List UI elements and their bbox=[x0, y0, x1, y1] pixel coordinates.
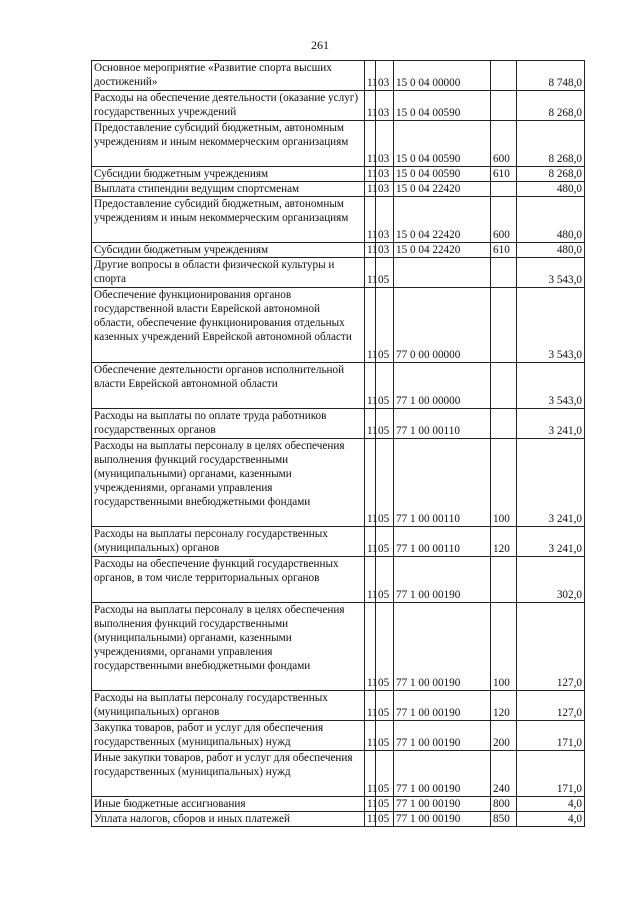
section-code-cell: 11 bbox=[365, 258, 376, 288]
section-code-cell: 11 bbox=[365, 243, 376, 258]
expense-name-cell: Расходы на обеспечение функций государственных органов, в том числе территориальных органов bbox=[92, 557, 365, 603]
expense-type-cell: 100 bbox=[491, 603, 517, 691]
subsection-code-cell: 03 bbox=[376, 91, 394, 121]
amount-cell: 171,0 bbox=[517, 721, 585, 751]
expense-type-cell: 600 bbox=[491, 197, 517, 243]
expense-type-cell bbox=[491, 409, 517, 439]
section-code-cell: 11 bbox=[365, 409, 376, 439]
target-article-cell: 77 1 00 00190 bbox=[394, 812, 491, 827]
expense-name-cell: Закупка товаров, работ и услуг для обеспечения государственных (муниципальных) нужд bbox=[92, 721, 365, 751]
subsection-code-cell: 05 bbox=[376, 288, 394, 363]
section-code-cell: 11 bbox=[365, 751, 376, 797]
target-article-cell: 77 0 00 00000 bbox=[394, 288, 491, 363]
expense-type-cell: 240 bbox=[491, 751, 517, 797]
table-row bbox=[92, 243, 585, 258]
amount-cell: 4,0 bbox=[517, 797, 585, 812]
expense-type-cell: 610 bbox=[491, 167, 517, 182]
table-row bbox=[92, 691, 585, 721]
subsection-code-cell: 05 bbox=[376, 797, 394, 812]
table-row bbox=[92, 167, 585, 182]
target-article-cell: 77 1 00 00190 bbox=[394, 691, 491, 721]
expense-type-cell bbox=[491, 258, 517, 288]
subsection-code-cell: 03 bbox=[376, 61, 394, 91]
expense-name-cell: Иные бюджетные ассигнования bbox=[92, 797, 365, 812]
expense-type-cell bbox=[491, 91, 517, 121]
expense-name-cell: Иные закупки товаров, работ и услуг для обеспечения государственных (муниципальных) нужд bbox=[92, 751, 365, 797]
table-row bbox=[92, 409, 585, 439]
page-number: 261 bbox=[311, 38, 329, 52]
expense-name-cell: Предоставление субсидий бюджетным, автономным учреждениям и иным некоммерческим организациям bbox=[92, 197, 365, 243]
target-article-cell: 77 1 00 00190 bbox=[394, 797, 491, 812]
expense-name-cell: Предоставление субсидий бюджетным, автономным учреждениям и иным некоммерческим организациям bbox=[92, 121, 365, 167]
amount-cell: 171,0 bbox=[517, 751, 585, 797]
section-code-cell: 11 bbox=[365, 527, 376, 557]
target-article-cell: 15 0 04 00590 bbox=[394, 91, 491, 121]
target-article-cell: 77 1 00 00190 bbox=[394, 751, 491, 797]
amount-cell: 3 543,0 bbox=[517, 258, 585, 288]
section-code-cell: 11 bbox=[365, 439, 376, 527]
amount-cell: 3 241,0 bbox=[517, 527, 585, 557]
subsection-code-cell: 03 bbox=[376, 167, 394, 182]
table-row bbox=[92, 527, 585, 557]
target-article-cell: 15 0 04 00590 bbox=[394, 121, 491, 167]
target-article-cell: 15 0 04 22420 bbox=[394, 243, 491, 258]
subsection-code-cell: 05 bbox=[376, 439, 394, 527]
amount-cell: 3 241,0 bbox=[517, 439, 585, 527]
budget-table-body bbox=[92, 61, 585, 827]
table-row bbox=[92, 797, 585, 812]
section-code-cell: 11 bbox=[365, 61, 376, 91]
expense-name-cell: Основное мероприятие «Развитие спорта высших достижений» bbox=[92, 61, 365, 91]
section-code-cell: 11 bbox=[365, 121, 376, 167]
section-code-cell: 11 bbox=[365, 288, 376, 363]
amount-cell: 8 268,0 bbox=[517, 167, 585, 182]
table-row bbox=[92, 439, 585, 527]
amount-cell: 8 268,0 bbox=[517, 121, 585, 167]
expense-name-cell: Субсидии бюджетным учреждениям bbox=[92, 243, 365, 258]
section-code-cell: 11 bbox=[365, 797, 376, 812]
expense-type-cell: 850 bbox=[491, 812, 517, 827]
expense-name-cell: Другие вопросы в области физической культуры и спорта bbox=[92, 258, 365, 288]
table-row bbox=[92, 121, 585, 167]
expense-name-cell: Выплата стипендии ведущим спортсменам bbox=[92, 182, 365, 197]
target-article-cell: 15 0 04 00590 bbox=[394, 167, 491, 182]
table-row bbox=[92, 91, 585, 121]
table-row bbox=[92, 288, 585, 363]
subsection-code-cell: 05 bbox=[376, 721, 394, 751]
subsection-code-cell: 05 bbox=[376, 409, 394, 439]
amount-cell: 3 543,0 bbox=[517, 363, 585, 409]
table-row bbox=[92, 751, 585, 797]
expense-name-cell: Расходы на выплаты персоналу в целях обеспечения выполнения функций государственными (муниципальными) органами, казенными учреждениями, органами управления государственными внебюджетными фондами bbox=[92, 603, 365, 691]
table-row bbox=[92, 258, 585, 288]
target-article-cell: 15 0 04 00000 bbox=[394, 61, 491, 91]
section-code-cell: 11 bbox=[365, 812, 376, 827]
subsection-code-cell: 05 bbox=[376, 363, 394, 409]
amount-cell: 3 543,0 bbox=[517, 288, 585, 363]
section-code-cell: 11 bbox=[365, 91, 376, 121]
expense-type-cell: 600 bbox=[491, 121, 517, 167]
expense-name-cell: Субсидии бюджетным учреждениям bbox=[92, 167, 365, 182]
expense-type-cell bbox=[491, 182, 517, 197]
expense-type-cell: 100 bbox=[491, 439, 517, 527]
expense-type-cell bbox=[491, 288, 517, 363]
amount-cell: 302,0 bbox=[517, 557, 585, 603]
subsection-code-cell: 05 bbox=[376, 751, 394, 797]
expense-name-cell: Расходы на выплаты персоналу государственных (муниципальных) органов bbox=[92, 527, 365, 557]
target-article-cell: 77 1 00 00190 bbox=[394, 557, 491, 603]
subsection-code-cell: 05 bbox=[376, 691, 394, 721]
amount-cell: 3 241,0 bbox=[517, 409, 585, 439]
subsection-code-cell: 05 bbox=[376, 557, 394, 603]
target-article-cell: 77 1 00 00190 bbox=[394, 603, 491, 691]
amount-cell: 127,0 bbox=[517, 691, 585, 721]
expense-type-cell bbox=[491, 61, 517, 91]
table-row bbox=[92, 557, 585, 603]
amount-cell: 8 268,0 bbox=[517, 91, 585, 121]
subsection-code-cell: 05 bbox=[376, 258, 394, 288]
table-row bbox=[92, 721, 585, 751]
expense-type-cell: 800 bbox=[491, 797, 517, 812]
amount-cell: 4,0 bbox=[517, 812, 585, 827]
target-article-cell: 77 1 00 00110 bbox=[394, 439, 491, 527]
amount-cell: 480,0 bbox=[517, 197, 585, 243]
expense-name-cell: Расходы на выплаты по оплате труда работников государственных органов bbox=[92, 409, 365, 439]
expense-name-cell: Расходы на выплаты персоналу государственных (муниципальных) органов bbox=[92, 691, 365, 721]
target-article-cell: 77 1 00 00110 bbox=[394, 527, 491, 557]
section-code-cell: 11 bbox=[365, 721, 376, 751]
expense-type-cell bbox=[491, 363, 517, 409]
target-article-cell: 77 1 00 00000 bbox=[394, 363, 491, 409]
expense-name-cell: Обеспечение деятельности органов исполнительной власти Еврейской автономной области bbox=[92, 363, 365, 409]
expense-type-cell: 120 bbox=[491, 527, 517, 557]
subsection-code-cell: 03 bbox=[376, 182, 394, 197]
budget-table bbox=[91, 60, 585, 827]
target-article-cell bbox=[394, 258, 491, 288]
section-code-cell: 11 bbox=[365, 691, 376, 721]
subsection-code-cell: 03 bbox=[376, 197, 394, 243]
table-row bbox=[92, 363, 585, 409]
expense-name-cell: Обеспечение функционирования органов государственной власти Еврейской автономной области, обеспечение функционирования отдельных казенных учреждений Еврейской автономной области bbox=[92, 288, 365, 363]
amount-cell: 127,0 bbox=[517, 603, 585, 691]
table-row bbox=[92, 812, 585, 827]
section-code-cell: 11 bbox=[365, 557, 376, 603]
expense-name-cell: Расходы на обеспечение деятельности (оказание услуг) государственных учреждений bbox=[92, 91, 365, 121]
table-row bbox=[92, 182, 585, 197]
expense-name-cell: Уплата налогов, сборов и иных платежей bbox=[92, 812, 365, 827]
table-row bbox=[92, 603, 585, 691]
expense-name-cell: Расходы на выплаты персоналу в целях обеспечения выполнения функций государственными (муниципальными) органами, казенными учреждениями, органами управления государственными внебюджетными фондами bbox=[92, 439, 365, 527]
expense-type-cell bbox=[491, 557, 517, 603]
expense-type-cell: 610 bbox=[491, 243, 517, 258]
section-code-cell: 11 bbox=[365, 182, 376, 197]
amount-cell: 8 748,0 bbox=[517, 61, 585, 91]
subsection-code-cell: 05 bbox=[376, 812, 394, 827]
section-code-cell: 11 bbox=[365, 603, 376, 691]
target-article-cell: 77 1 00 00110 bbox=[394, 409, 491, 439]
target-article-cell: 77 1 00 00190 bbox=[394, 721, 491, 751]
amount-cell: 480,0 bbox=[517, 243, 585, 258]
amount-cell: 480,0 bbox=[517, 182, 585, 197]
target-article-cell: 15 0 04 22420 bbox=[394, 197, 491, 243]
expense-type-cell: 120 bbox=[491, 691, 517, 721]
expense-type-cell: 200 bbox=[491, 721, 517, 751]
subsection-code-cell: 03 bbox=[376, 243, 394, 258]
subsection-code-cell: 05 bbox=[376, 527, 394, 557]
table-row bbox=[92, 197, 585, 243]
target-article-cell: 15 0 04 22420 bbox=[394, 182, 491, 197]
table-row bbox=[92, 61, 585, 91]
section-code-cell: 11 bbox=[365, 167, 376, 182]
subsection-code-cell: 05 bbox=[376, 603, 394, 691]
subsection-code-cell: 03 bbox=[376, 121, 394, 167]
section-code-cell: 11 bbox=[365, 197, 376, 243]
section-code-cell: 11 bbox=[365, 363, 376, 409]
